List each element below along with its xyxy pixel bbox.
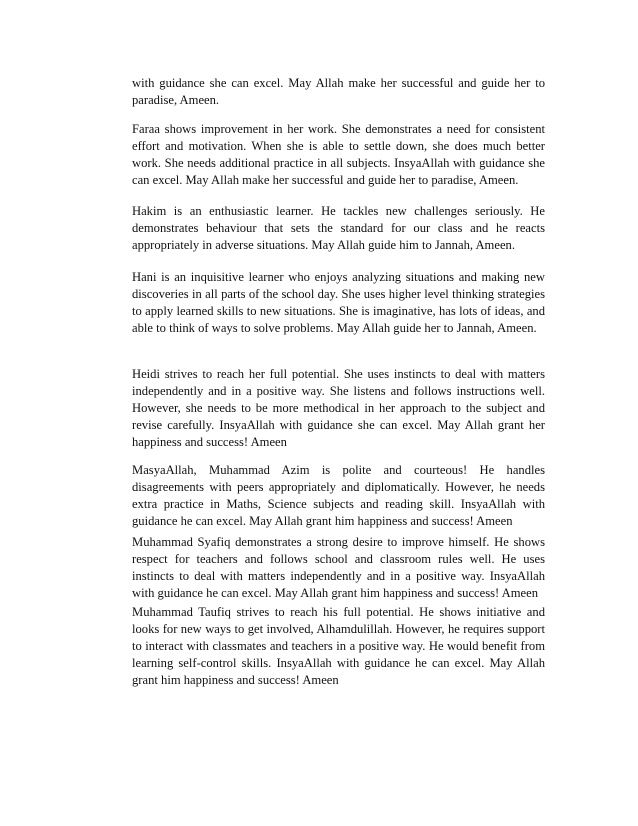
- paragraph-heidi: Heidi strives to reach her full potential. She uses instincts to deal with matters independently and in a positive way. She listens and follows instructions well. However, she needs to be more methodical in her approach to the subject and revise carefully. InsyaAllah with guidance she can excel. May Allah grant her happiness and success! Ameen: [132, 367, 545, 449]
- paragraph-hakim: Hakim is an enthusiastic learner. He tackles new challenges seriously. He demonstrates behaviour that sets the standard for our class and he reacts appropriately in adverse situations. May Allah guide him to Jannah, Ameen.: [132, 204, 545, 252]
- paragraph-faraa: Faraa shows improvement in her work. She demonstrates a need for consistent effort and motivation. When she is able to settle down, she does much better work. She needs additional practice in all subjects. InsyaAllah with guidance she can excel. May Allah make her successful and guide her to paradise, Ameen.: [132, 122, 545, 187]
- paragraph-hani: Hani is an inquisitive learner who enjoys analyzing situations and making new discoveries in all parts of the school day. She uses higher level thinking strategies to apply learned skills to new situations. She is imaginative, has lots of ideas, and able to think of ways to solve problems. May Allah guide her to Jannah, Ameen.: [132, 270, 545, 335]
- paragraph-muhammad-syafiq: Muhammad Syafiq demonstrates a strong desire to improve himself. He shows respect for teachers and follows school and classroom rules well. He uses instincts to deal with matters independently and in a positive way. InsyaAllah with guidance he can excel. May Allah grant him happiness and success! Ameen: [132, 535, 545, 600]
- paragraph-muhammad-taufiq: Muhammad Taufiq strives to reach his full potential. He shows initiative and looks for new ways to get involved, Alhamdulillah. However, he requires support to interact with classmates and teachers in a positive way. He would benefit from learning self-control skills. InsyaAllah with guidance he can excel. May Allah grant him happiness and success! Ameen: [132, 605, 545, 687]
- paragraph-continuation: with guidance she can excel. May Allah make her successful and guide her to paradise, Ameen.: [132, 76, 545, 107]
- paragraph-muhammad-azim: MasyaAllah, Muhammad Azim is polite and courteous! He handles disagreements with peers appropriately and diplomatically. However, he needs extra practice in Maths, Science subjects and reading skill. InsyaAllah with guidance he can excel. May Allah grant him happiness and success! Ameen: [132, 463, 545, 528]
